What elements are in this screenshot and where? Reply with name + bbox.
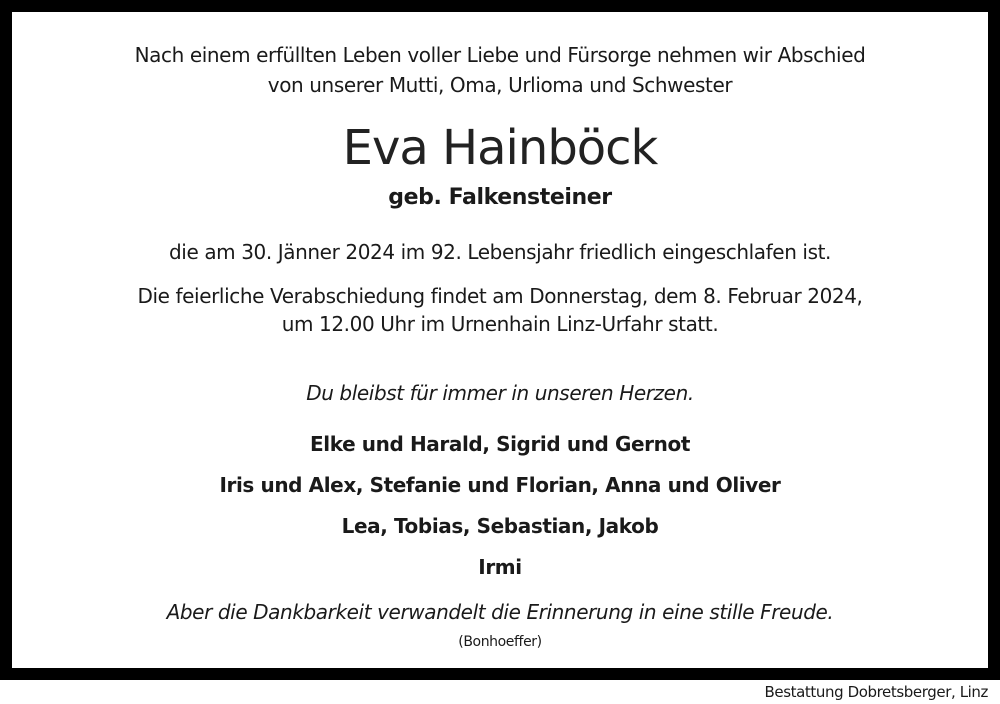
funeral-home-credit: Bestattung Dobretsberger, Linz [764, 683, 988, 701]
death-notice: die am 30. Jänner 2024 im 92. Lebensjahr friedlich eingeschlafen ist. [169, 240, 831, 264]
closing-quote: Aber die Dankbarkeit verwandelt die Erinnerung in eine stille Freude. [166, 600, 834, 624]
mourner-line: Lea, Tobias, Sebastian, Jakob [341, 514, 659, 538]
ceremony-line-1: Die feierliche Verabschiedung findet am Donnerstag, dem 8. Februar 2024, [137, 284, 863, 308]
ceremony-line-2: um 12.00 Uhr im Urnenhain Linz-Urfahr statt. [281, 312, 719, 336]
mourner-line: Elke und Harald, Sigrid und Gernot [309, 432, 690, 456]
obituary-content [12, 12, 988, 668]
maiden-name: geb. Falkensteiner [388, 185, 612, 210]
motto: Du bleibst für immer in unseren Herzen. [306, 381, 694, 405]
quote-author: (Bonhoeffer) [458, 634, 542, 650]
mourner-line: Irmi [478, 555, 522, 579]
mourner-line: Iris und Alex, Stefanie und Florian, Anna und Oliver [219, 473, 781, 497]
intro-line-2: von unserer Mutti, Oma, Urlioma und Schwester [267, 73, 733, 97]
intro-line-1: Nach einem erfüllten Leben voller Liebe und Fürsorge nehmen wir Abschied [134, 43, 866, 67]
deceased-name: Eva Hainböck [342, 120, 658, 176]
